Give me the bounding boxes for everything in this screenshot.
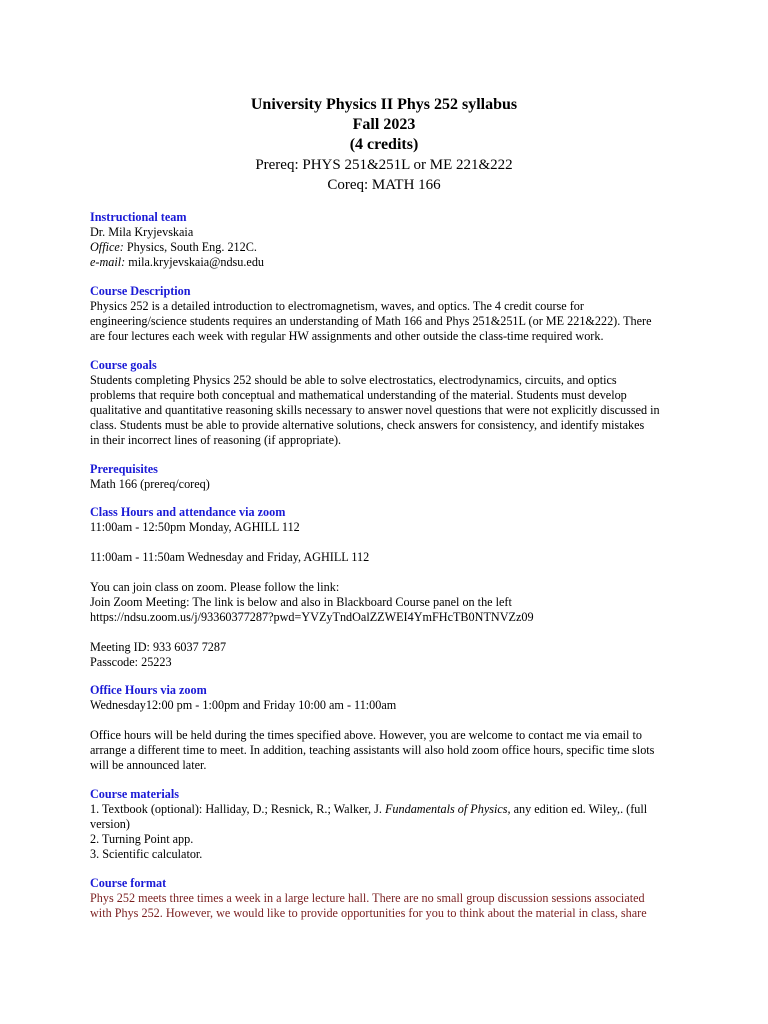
coreq-line: Coreq: MATH 166 bbox=[327, 177, 441, 193]
section-heading: Instructional team bbox=[90, 210, 187, 224]
monday-hours: 11:00am - 12:50pm Monday, AGHILL 112 bbox=[90, 520, 300, 534]
term: Fall 2023 bbox=[352, 116, 416, 133]
class-hours-section bbox=[90, 505, 690, 670]
paragraph-line: Physics 252 is a detailed introduction to electromagnetism, waves, and optics. The 4 credit course for bbox=[90, 299, 584, 313]
office-hours-section bbox=[90, 683, 690, 773]
section-heading: Course format bbox=[90, 876, 167, 890]
section-heading: Prerequisites bbox=[90, 462, 158, 476]
paragraph-line: will be announced later. bbox=[90, 758, 207, 772]
material-item-textbook bbox=[90, 802, 690, 817]
office-label: Office: bbox=[90, 240, 124, 254]
paragraph-line: are four lectures each week with regular HW assignments and other outside the class-time required work. bbox=[90, 329, 604, 343]
paragraph-line: with Phys 252. However, we would like to provide opportunities for you to think about the material in class, share bbox=[90, 906, 647, 920]
office-value: Physics, South Eng. 212C. bbox=[123, 240, 257, 254]
zoom-join-meeting: Join Zoom Meeting: The link is below and also in Blackboard Course panel on the left bbox=[90, 595, 512, 609]
wed-fri-hours: 11:00am - 11:50am Wednesday and Friday, AGHILL 112 bbox=[90, 550, 370, 564]
email-value: mila.kryjevskaia@ndsu.edu bbox=[125, 255, 265, 269]
meeting-id: Meeting ID: 933 6037 7287 bbox=[90, 640, 227, 654]
section-heading: Class Hours and attendance via zoom bbox=[90, 505, 286, 519]
paragraph-line: qualitative and quantitative reasoning skills necessary to answer novel questions that were not explicitly discussed in bbox=[90, 403, 660, 417]
office-hours-times: Wednesday12:00 pm - 1:00pm and Friday 10:00 am - 11:00am bbox=[90, 698, 397, 712]
zoom-link[interactable]: https://ndsu.zoom.us/j/93360377287?pwd=YVZyTndOalZZWEI4YmFHcTB0NTNVZz09 bbox=[90, 610, 534, 624]
textbook-edition: any edition ed. Wiley,. (full bbox=[510, 802, 648, 816]
course-format-section bbox=[90, 876, 690, 921]
textbook-authors: 1. Textbook (optional): Halliday, D.; Resnick, R.; Walker, J. bbox=[90, 802, 385, 816]
document-header bbox=[0, 95, 768, 195]
instructional-team-section bbox=[90, 210, 690, 270]
zoom-join-text: You can join class on zoom. Please follow the link: bbox=[90, 580, 340, 594]
paragraph-line: Office hours will be held during the times specified above. However, you are welcome to contact me via email to bbox=[90, 728, 642, 742]
paragraph-line: engineering/science students requires an understanding of Math 166 and Phys 251&251L (or ME 221&222). There bbox=[90, 314, 652, 328]
prerequisites-text: Math 166 (prereq/coreq) bbox=[90, 477, 210, 491]
document-title: University Physics II Phys 252 syllabus bbox=[250, 96, 518, 113]
prereq-line: Prereq: PHYS 251&251L or ME 221&222 bbox=[255, 157, 513, 173]
prerequisites-section bbox=[90, 462, 690, 492]
passcode: Passcode: 25223 bbox=[90, 655, 172, 669]
instructor-name: Dr. Mila Kryjevskaia bbox=[90, 225, 194, 239]
material-item-calculator: 3. Scientific calculator. bbox=[90, 847, 203, 861]
course-materials-section bbox=[90, 787, 690, 862]
course-goals-section bbox=[90, 358, 690, 448]
office-line bbox=[90, 240, 690, 255]
email-label: e-mail: bbox=[90, 255, 126, 269]
paragraph-line: Phys 252 meets three times a week in a large lecture hall. There are no small group discussion sessions associated bbox=[90, 891, 645, 905]
credits: (4 credits) bbox=[349, 136, 419, 153]
textbook-title: Fundamentals of Physics, bbox=[384, 802, 511, 816]
paragraph-line: problems that require both conceptual and mathematical understanding of the material. Students must develop bbox=[90, 388, 627, 402]
section-heading: Office Hours via zoom bbox=[90, 683, 207, 697]
paragraph-line: Students completing Physics 252 should be able to solve electrostatics, electrodynamics, circuits, and optics bbox=[90, 373, 617, 387]
email-line bbox=[90, 255, 690, 270]
section-heading: Course goals bbox=[90, 358, 157, 372]
section-heading: Course Description bbox=[90, 284, 191, 298]
paragraph-line: in their incorrect lines of reasoning (if appropriate). bbox=[90, 433, 342, 447]
material-item-app: 2. Turning Point app. bbox=[90, 832, 194, 846]
material-item-textbook-cont: version) bbox=[90, 817, 130, 831]
course-description-section bbox=[90, 284, 690, 344]
paragraph-line: arrange a different time to meet. In addition, teaching assistants will also hold zoom office hours, specific time slots bbox=[90, 743, 655, 757]
section-heading: Course materials bbox=[90, 787, 180, 801]
paragraph-line: class. Students must be able to provide alternative solutions, check answers for consistency, and identify mistakes bbox=[90, 418, 645, 432]
